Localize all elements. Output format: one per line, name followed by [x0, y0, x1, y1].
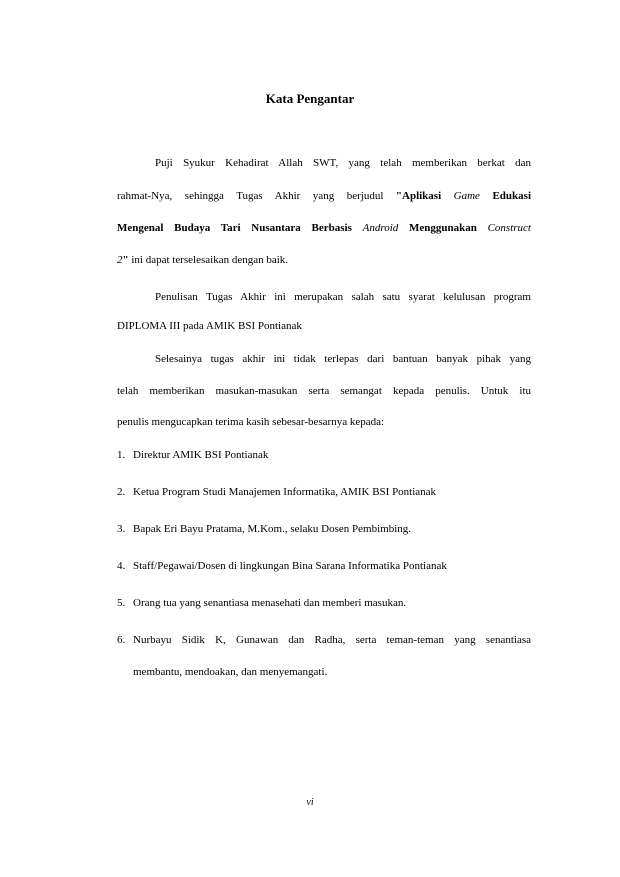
paragraph-3 [117, 353, 531, 433]
paragraph-2-line-2: DIPLOMA III pada AMIK BSI Pontianak [117, 320, 302, 332]
paragraph-2-line-1: Penulisan Tugas Akhir ini merupakan salah satu syarat kelulusan program [155, 291, 531, 303]
paragraph-3-line-1: Selesainya tugas akhir ini tidak terlepas dari bantuan banyak pihak yang [155, 353, 531, 365]
page-number: vi [306, 797, 314, 808]
paragraph-3-line-2: telah memberikan masukan-masukan serta semangat kepada penulis. Untuk itu [117, 385, 531, 397]
page-title: Kata Pengantar [265, 91, 355, 106]
paragraph-3-line-3: penulis mengucapkan terima kasih sebesar-besarnya kepada: [117, 416, 385, 428]
paragraph-1-line-2: rahmat-Nya, sehingga Tugas Akhir yang berjudul "Aplikasi Game Edukasi [117, 190, 531, 202]
paragraph-1-line-4: 2" ini dapat terselesaikan dengan baik. [117, 254, 289, 266]
paragraph-2 [117, 291, 531, 341]
paragraph-1 [117, 157, 531, 277]
list-item-continuation: membantu, mendoakan, dan menyemangati. [133, 666, 328, 678]
document-page: Kata Pengantar Puji Syukur Kehadirat Allah SWT, yang telah memberikan berkat dan rahmat-Nya, sehingga Tugas Akhir yang berjudul "Aplikasi Game Edukasi Mengenal Budaya Tari Nusantara Berbasis Android Menggunakan Construct 2" ini dapat terselesaikan dengan baik. Penulisan Tugas Akhir ini merupakan salah satu syarat kelulusan program DIPLOMA III pada AMIK BSI Pontianak Selesainya tugas akhir ini tidak terlepas dari bantuan banyak pihak yang telah memberikan masukan-masukan serta semangat kepada penulis. Untuk itu penulis mengucapkan terima kasih sebesar-besarnya kepada: 1. Direktur AMIK BSI Pontianak 2. Ketua Program Studi Manajemen Informatika, AMIK BSI Pontianak 3. Bapak Eri Bayu Pratama, M.Kom., selaku Dosen Pembimbing. 4. Staff/Pegawai/Dosen di lingkungan Bina Sarana Informatika Pontianak 5. Orang tua yang senantiasa menasehati dan memberi masukan. 6. Nurbayu Sidik K, Gunawan dan Radha, serta teman-teman yang senantiasa membantu, mendoakan, dan menyemangati. vi [0, 0, 620, 877]
paragraph-1-line-1: Puji Syukur Kehadirat Allah SWT, yang telah memberikan berkat dan [155, 157, 531, 169]
paragraph-1-line-3: Mengenal Budaya Tari Nusantara Berbasis Android Menggunakan Construct [117, 222, 531, 234]
